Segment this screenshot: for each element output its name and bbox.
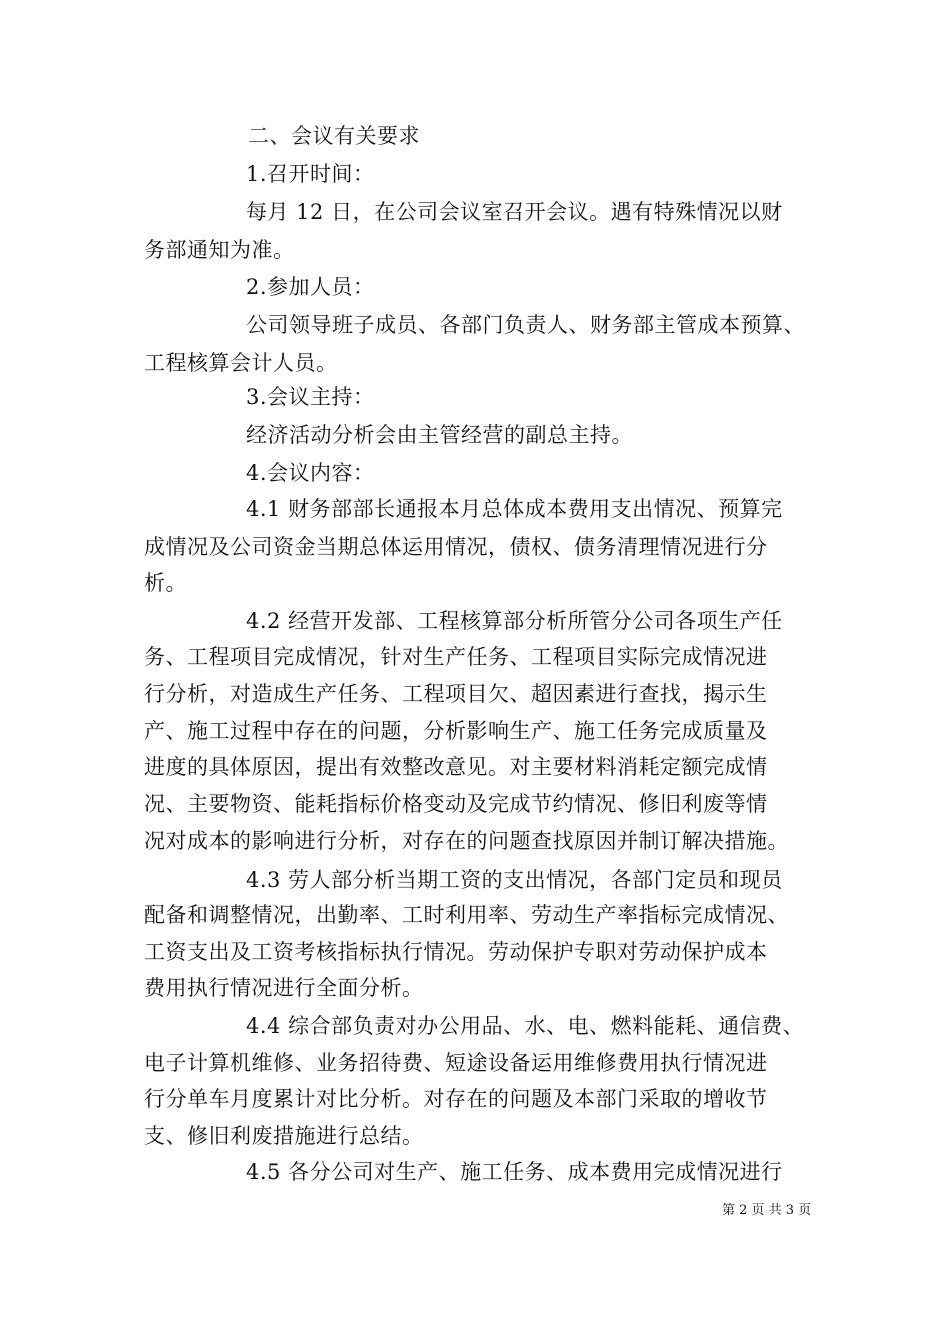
- paragraph-line: 况对成本的影响进行分析，对存在的问题查找原因并制订解决措施。: [144, 829, 789, 853]
- paragraph-line: 电子计算机维修、业务招待费、短途设备运用维修费用执行情况进: [144, 1051, 768, 1075]
- item-heading-content: 4.会议内容：: [246, 461, 375, 485]
- paragraph-line: 公司领导班子成员、各部门负责人、财务部主管成本预算、: [246, 313, 805, 337]
- paragraph-line: 进度的具体原因，提出有效整改意见。对主要材料消耗定额完成情: [144, 755, 768, 779]
- paragraph-line: 务、工程项目完成情况，针对生产任务、工程项目实际完成情况进: [144, 645, 768, 669]
- paragraph-line: 4.4 综合部负责对办公用品、水、电、燃料能耗、通信费、: [246, 1014, 805, 1038]
- item-heading-time: 1.召开时间：: [246, 162, 375, 186]
- item-heading-host: 3.会议主持：: [246, 385, 375, 409]
- paragraph-line: 务部通知为准。: [144, 238, 295, 262]
- paragraph-line: 每月 12 日，在公司会议室召开会议。遇有特殊情况以财: [246, 200, 783, 224]
- paragraph-line: 4.1 财务部部长通报本月总体成本费用支出情况、预算完: [246, 497, 783, 521]
- paragraph-line: 析。: [144, 571, 187, 595]
- item-heading-attendees: 2.参加人员：: [246, 275, 375, 299]
- paragraph-line: 支、修旧利废措施进行总结。: [144, 1124, 424, 1148]
- paragraph-line: 产、施工过程中存在的问题，分析影响生产、施工任务完成质量及: [144, 719, 768, 743]
- paragraph-line: 行分析，对造成生产任务、工程项目欠、超因素进行查找，揭示生: [144, 682, 768, 706]
- paragraph-line: 成情况及公司资金当期总体运用情况，债权、债务清理情况进行分: [144, 535, 768, 559]
- paragraph-line: 经济活动分析会由主管经营的副总主持。: [246, 423, 633, 447]
- paragraph-line: 4.5 各分公司对生产、施工任务、成本费用完成情况进行: [246, 1160, 783, 1184]
- paragraph-line: 费用执行情况进行全面分析。: [144, 976, 424, 1000]
- paragraph-line: 况、主要物资、能耗指标价格变动及完成节约情况、修旧利废等情: [144, 792, 768, 816]
- paragraph-line: 行分单车月度累计对比分析。对存在的问题及本部门采取的增收节: [144, 1087, 768, 1111]
- paragraph-line: 4.3 劳人部分析当期工资的支出情况，各部门定员和现员: [246, 868, 783, 892]
- section-heading: 二、会议有关要求: [248, 124, 420, 148]
- page-number-footer: 第 2 页 共 3 页: [722, 1203, 812, 1218]
- paragraph-line: 工程核算会计人员。: [144, 351, 338, 375]
- paragraph-line: 4.2 经营开发部、工程核算部分析所管分公司各项生产任: [246, 609, 783, 633]
- paragraph-line: 工资支出及工资考核指标执行情况。劳动保护专职对劳动保护成本: [144, 940, 768, 964]
- paragraph-line: 配备和调整情况，出勤率、工时利用率、劳动生产率指标完成情况、: [144, 903, 789, 927]
